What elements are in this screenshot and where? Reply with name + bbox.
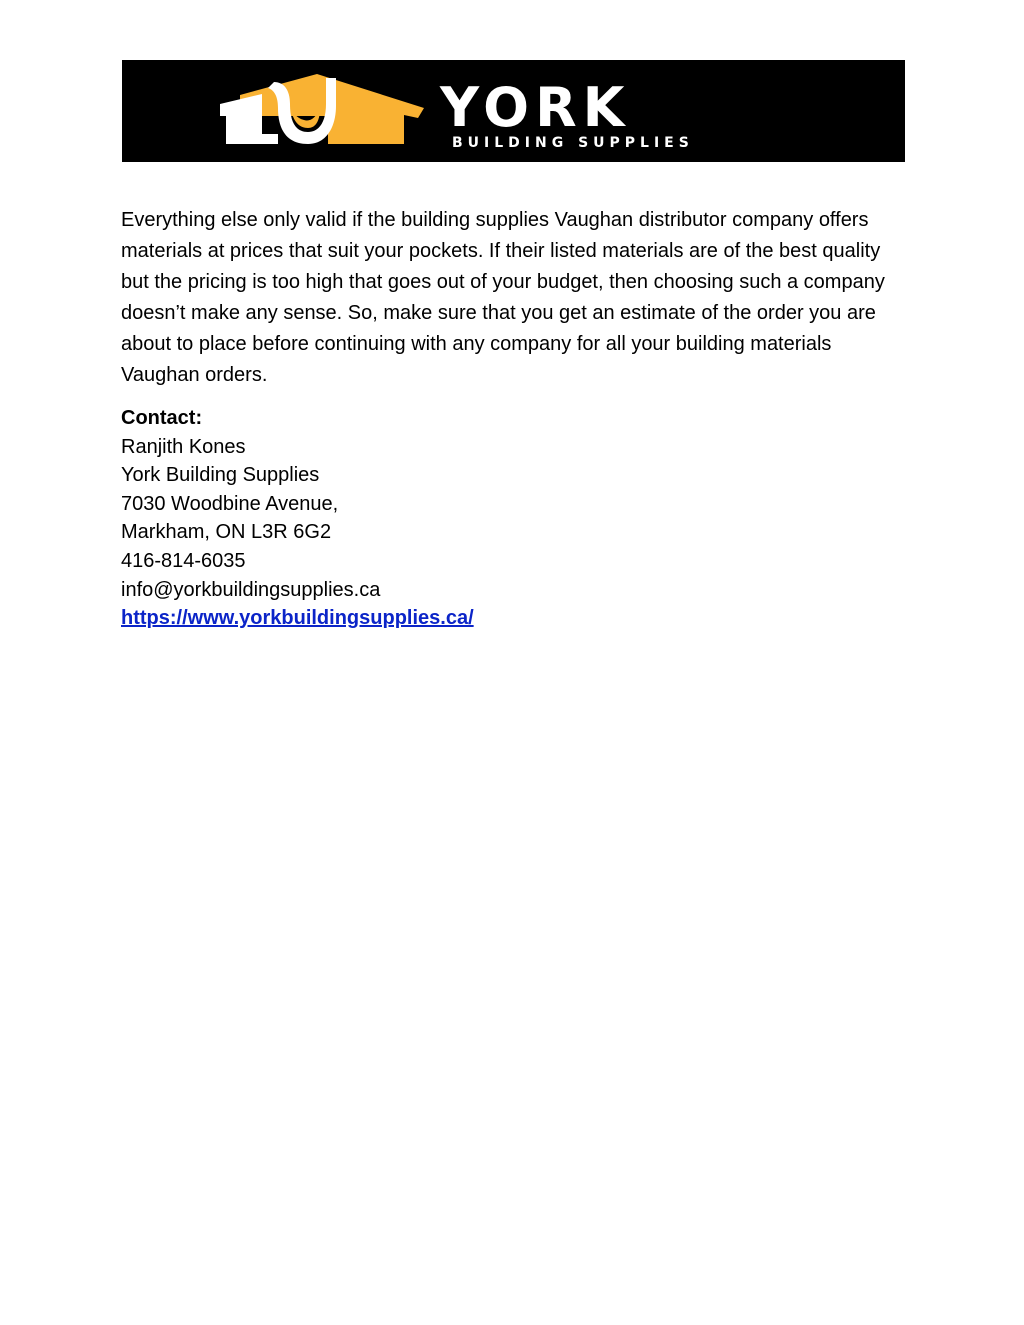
body-paragraph: Everything else only valid if the building supplies Vaughan distributor company offers materials at prices that suit your pockets. If their listed materials are of the best quality but the pricing is too high that goes out of your budget, then choosing such a company doesn’t make any sense. So, make sure that you get an estimate of the order you are about to place before continuing with any company for all your building materials Vaughan orders.: [121, 209, 885, 386]
contact-street: 7030 Woodbine Avenue,: [121, 492, 339, 515]
contact-company: York Building Supplies: [121, 464, 320, 487]
contact-email: info@yorkbuildingsupplies.ca: [121, 578, 381, 601]
contact-block: [121, 404, 721, 633]
contact-name: Ranjith Kones: [121, 435, 246, 458]
brand-tagline: BUILDING SUPPLIES: [452, 135, 694, 151]
contact-city: Markham, ON L3R 6G2: [121, 521, 332, 544]
contact-phone: 416-814-6035: [121, 549, 246, 572]
brand-logo: [122, 60, 905, 162]
brand-banner: [122, 60, 905, 162]
brand-name: YORK: [440, 76, 631, 139]
website-link[interactable]: https://www.yorkbuildingsupplies.ca/: [121, 607, 474, 630]
contact-heading: Contact:: [121, 407, 203, 429]
